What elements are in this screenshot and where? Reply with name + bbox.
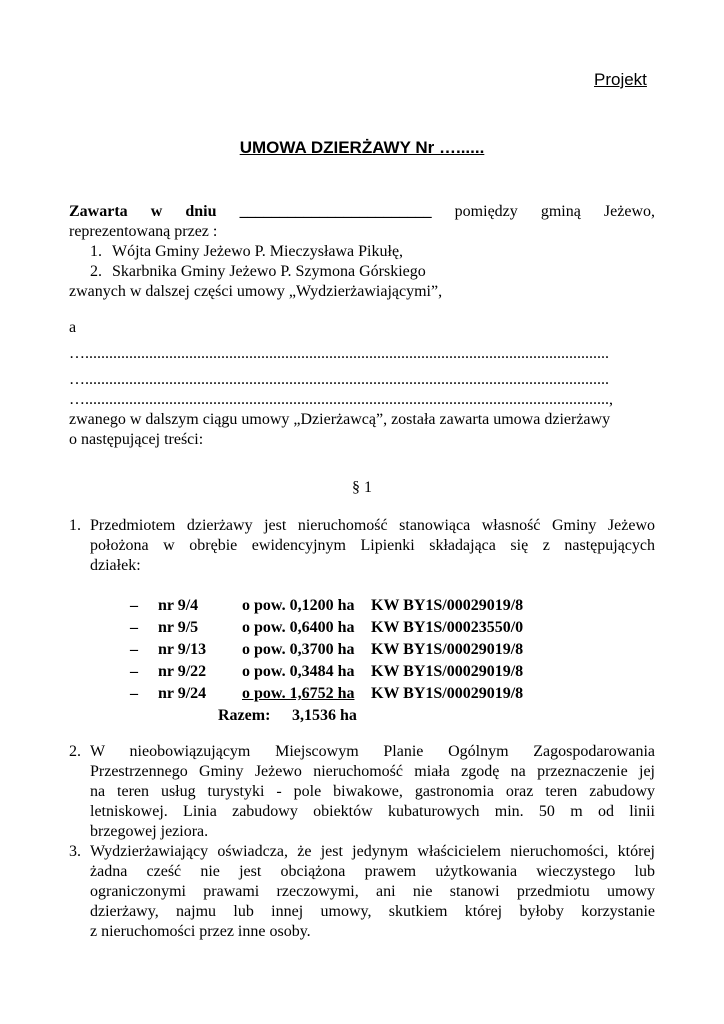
party-line-4: zwanego w dalszym ciągu umowy „Dzierżawcą”, została zawarta umowa dzierżawy — [69, 411, 611, 428]
party-line-5: o następującej treści: — [69, 431, 204, 448]
intro-word: pomiędzy — [454, 203, 518, 220]
intro-word: dniu — [185, 203, 217, 220]
representative-2: Skarbnika Gminy Jeżewo P. Szymona Górskiego — [112, 263, 426, 280]
point-3-line-2: żadna cześć nie jest obciążona prawem użytkowania wieczystego lub — [90, 863, 655, 880]
plot-dash: – — [130, 619, 138, 636]
date-blank: ________________________ — [239, 203, 432, 220]
plot-number: nr 9/4 — [158, 597, 199, 614]
plot-dash: – — [130, 641, 138, 658]
representative-2-number: 2. — [90, 263, 102, 280]
intro-word: Zawarta — [69, 203, 128, 220]
point-2-line-5: brzegowej jeziora. — [90, 823, 209, 840]
plot-area: o pow. 0,1200 ha — [242, 597, 355, 614]
party-dots-1: …................................................................................................................................... — [69, 345, 609, 362]
plot-dash: – — [130, 685, 138, 702]
point-3-number: 3. — [69, 843, 81, 860]
point-2-line-4: letniskowej. Linia zabudowy obiektów kubaturowych min. 50 m od linii — [90, 803, 655, 820]
party-a: a — [69, 319, 77, 336]
point-3-line-3: ograniczonymi prawami rzeczowymi, ani nie stanowi przedmiotu umowy — [90, 883, 655, 900]
point-2-number: 2. — [69, 743, 81, 760]
representative-1: Wójta Gminy Jeżewo P. Mieczysława Pikułę, — [112, 243, 404, 260]
plot-area: o pow. 0,3484 ha — [242, 663, 355, 680]
point-1-line-1: Przedmiotem dzierżawy jest nieruchomość stanowiąca własność Gminy Jeżewo — [90, 517, 655, 534]
intro-word: Jeżewo, — [603, 203, 656, 220]
point-1-number: 1. — [69, 517, 81, 534]
party-dots-3: …..................................................................................................................................., — [69, 391, 613, 408]
plot-area: o pow. 0,3700 ha — [242, 641, 355, 658]
plot-number: nr 9/13 — [158, 641, 207, 658]
section-heading: § 1 — [352, 479, 372, 496]
plot-dash: – — [130, 663, 138, 680]
plot-number: nr 9/24 — [158, 685, 207, 702]
plot-kw: KW BY1S/00029019/8 — [371, 597, 524, 614]
intro-line-2: reprezentowaną przez : — [69, 223, 218, 240]
point-3-line-4: dzierżawy, najmu lub innej umowy, skutkiem której byłoby korzystanie — [90, 903, 655, 920]
plot-area: o pow. 0,6400 ha — [242, 619, 355, 636]
total-label: Razem: — [218, 707, 271, 724]
projekt-label: Projekt — [594, 70, 647, 89]
intro-word: w — [150, 203, 163, 220]
point-2-line-3: na teren usług turystyki - pole biwakowe, gastronomia oraz teren zabudowy — [90, 783, 655, 800]
plot-kw: KW BY1S/00029019/8 — [371, 685, 524, 702]
intro-line-1 — [69, 202, 655, 222]
intro-word: gminą — [540, 203, 581, 220]
point-3-line-5: z nieruchomości przez inne osoby. — [90, 923, 311, 940]
page-title: UMOWA DZIERŻAWY Nr …...... — [239, 138, 485, 157]
plot-kw: KW BY1S/00029019/8 — [371, 663, 524, 680]
plot-area: o pow. 1,6752 ha — [242, 685, 355, 702]
plot-number: nr 9/5 — [158, 619, 199, 636]
point-2-line-2: Przestrzennego Gminy Jeżewo nieruchomość miała zgodę na przeznaczenie jej — [90, 763, 655, 780]
point-1-line-2: położona w obrębie ewidencyjnym Lipienki składająca się z następujących — [90, 537, 655, 554]
plot-kw: KW BY1S/00023550/0 — [371, 619, 524, 636]
point-2-line-1: W nieobowiązującym Miejscowym Planie Ogólnym Zagospodarowania — [90, 743, 655, 760]
representative-1-number: 1. — [90, 243, 102, 260]
intro-line-5: zwanych w dalszej części umowy „Wydzierżawiającymi”, — [69, 283, 443, 300]
plot-kw: KW BY1S/00029019/8 — [371, 641, 524, 658]
point-1-line-3: działek: — [90, 557, 141, 574]
plot-dash: – — [130, 597, 138, 614]
plot-number: nr 9/22 — [158, 663, 207, 680]
party-dots-2: …................................................................................................................................... — [69, 371, 609, 388]
point-3-line-1: Wydzierżawiający oświadcza, że jest jedynym właścicielem nieruchomości, której — [90, 843, 655, 860]
total-value: 3,1536 ha — [292, 707, 357, 724]
